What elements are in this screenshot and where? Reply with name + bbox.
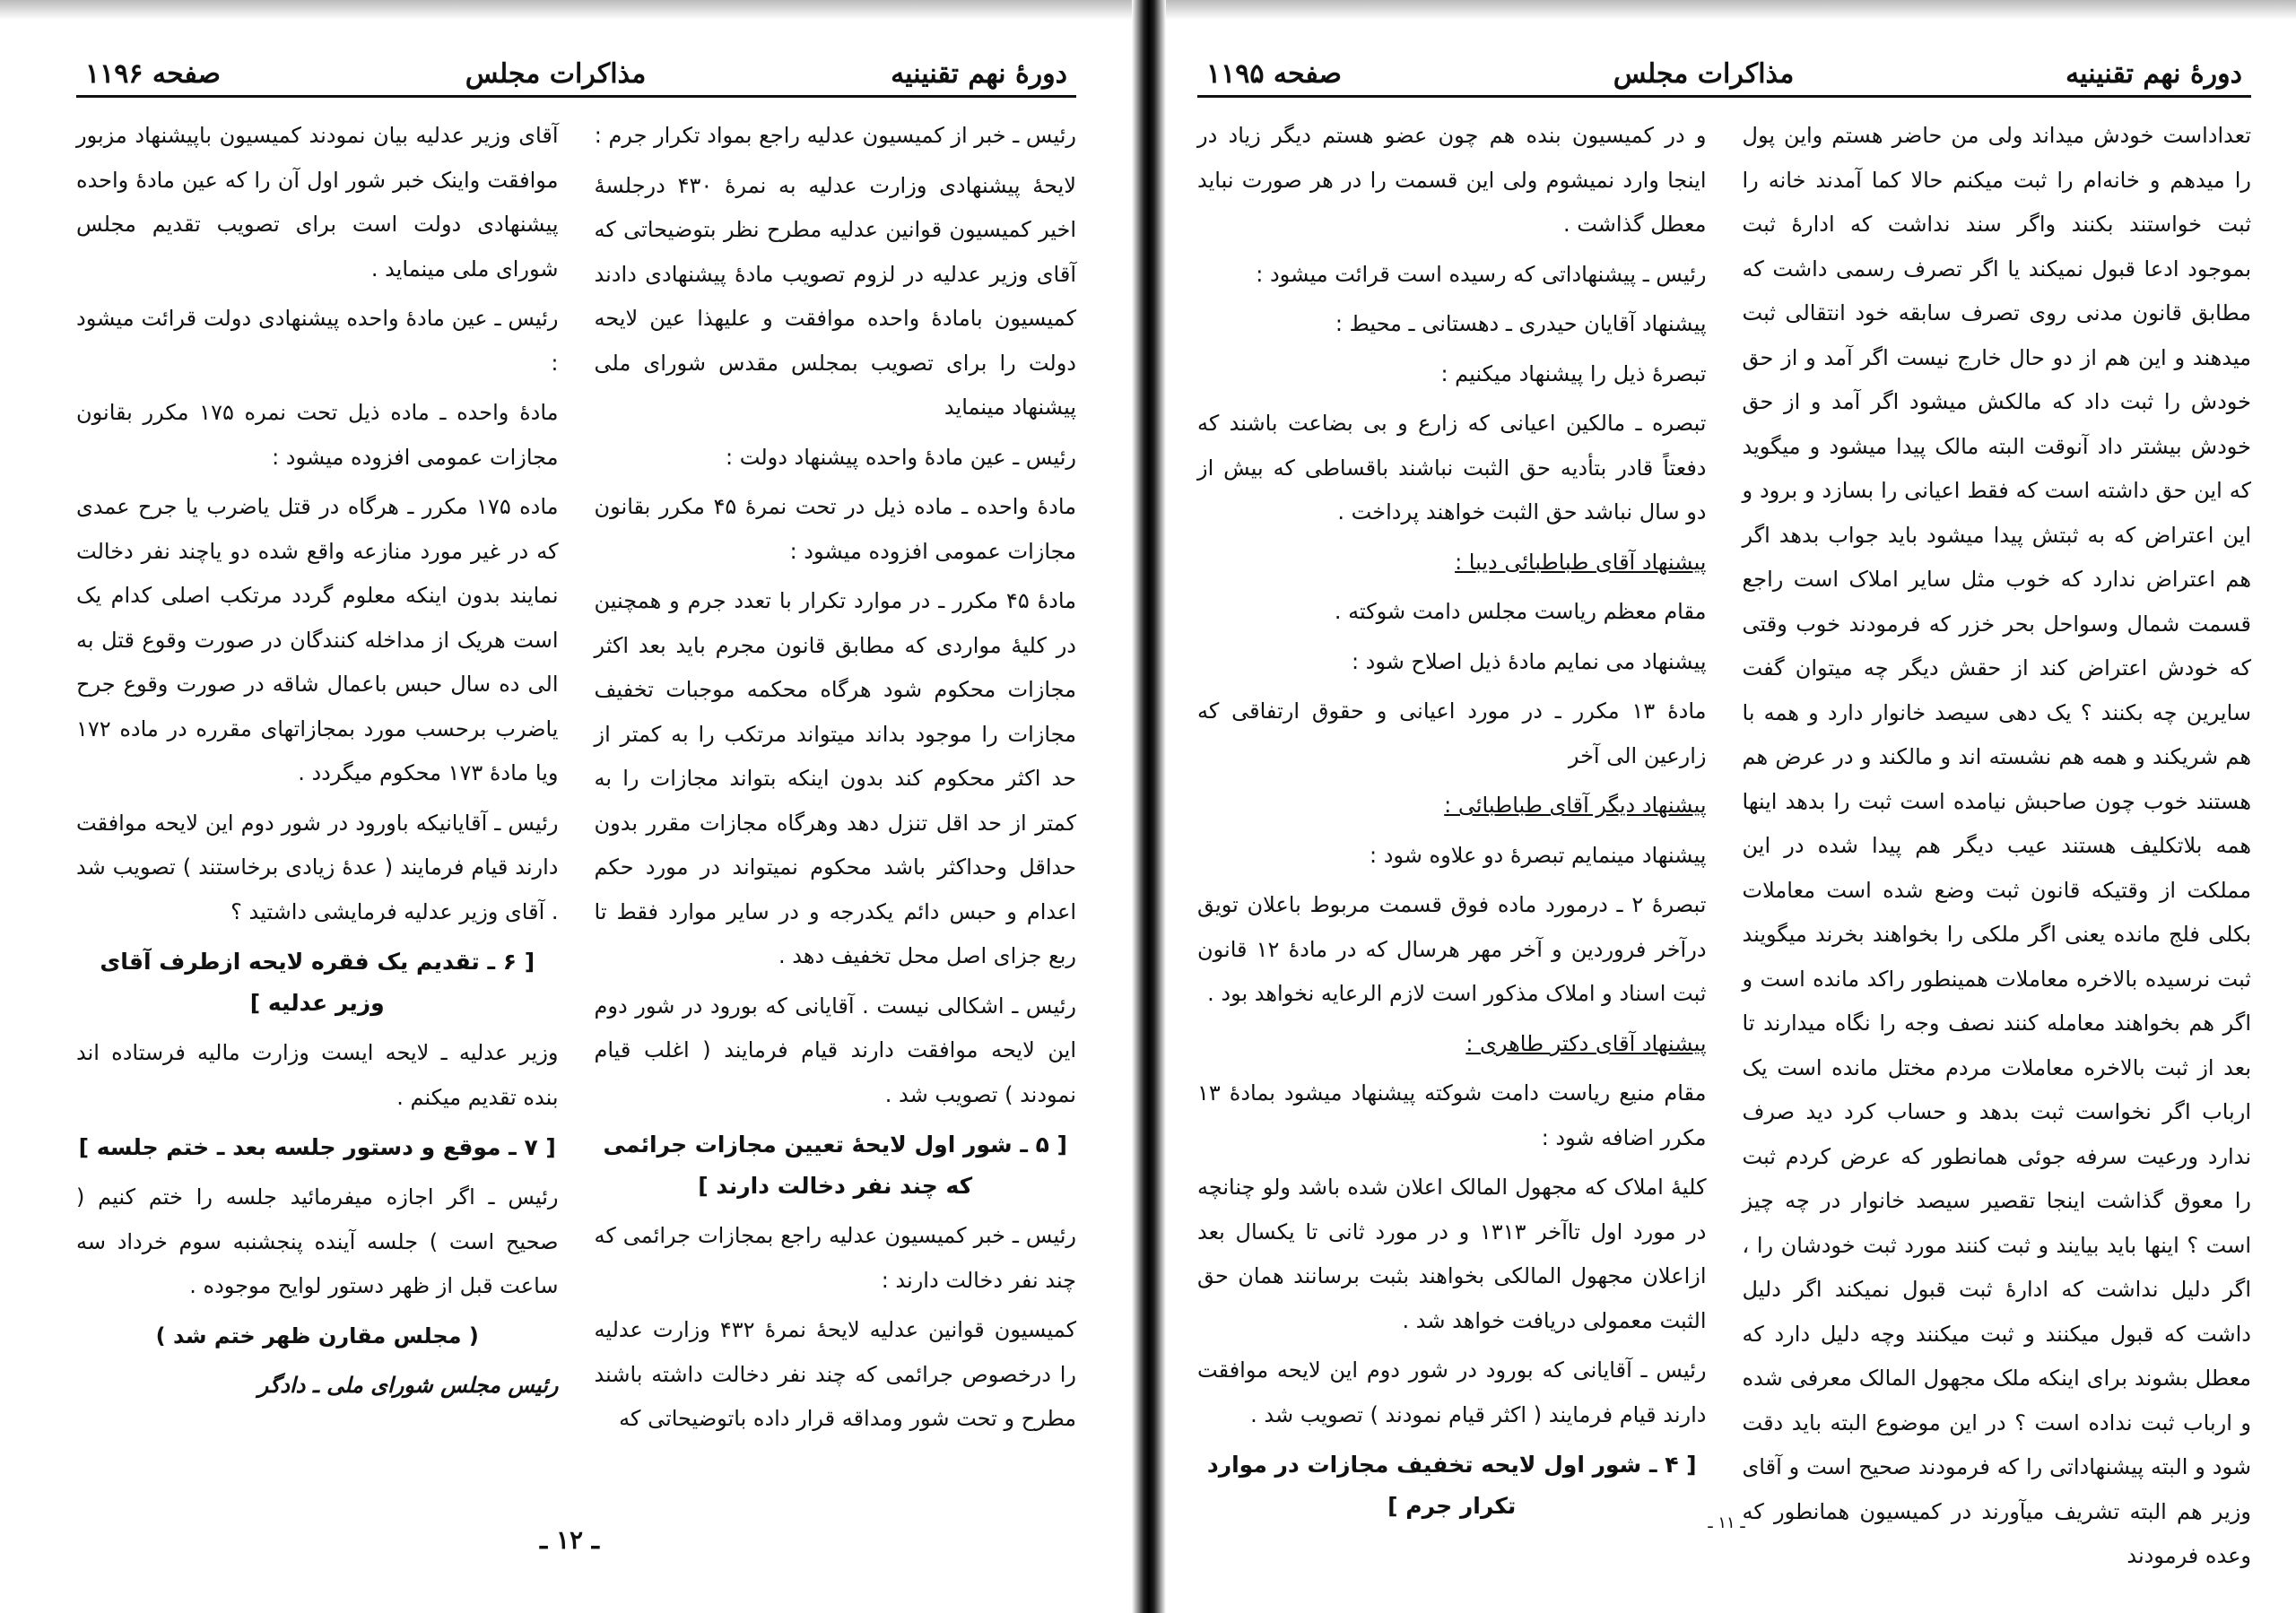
paragraph: رئیس ـ اگر اجازه میفرمائید جلسه را ختم کنیم ( صحیح است ) جلسه آینده پنجشنبه سوم خرداد سه ساعت قبل از ظهر دستور لوایح موجوده . — [76, 1184, 559, 1298]
journal-title: مذاکرات مجلس — [1613, 58, 1795, 90]
paragraph: پیشنهاد مینمایم تبصرهٔ دو علاوه شود : — [1369, 842, 1707, 868]
right-page-right-column — [1743, 114, 2252, 1584]
paragraph: مقام معظم ریاست مجلس دامت شوکته . — [1334, 599, 1707, 624]
paragraph: رئیس ـ پیشنهاداتی که رسیده است قرائت میشود : — [1256, 261, 1707, 287]
paragraph: رئیس ـ خبر کمیسیون عدلیه راجع بمجازات جرائمی که چند نفر دخالت دارند : — [594, 1223, 1076, 1293]
left-page — [0, 0, 1139, 1613]
paragraph: مادهٔ واحده ـ ماده ذیل در تحت نمرهٔ ۴۵ مکرر بقانون مجازات عمومی افزوده میشود : — [594, 494, 1076, 564]
paragraph: تبصرهٔ ذیل را پیشنهاد میکنیم : — [1440, 360, 1707, 386]
left-page-left-column — [76, 114, 559, 1447]
page-footer-number: ـ ۱۲ ـ — [540, 1525, 599, 1555]
paragraph: ماده ۱۷۵ مکرر ـ هرگاه در قتل یاضرب یا جرح عمدی که در غیر مورد منازعه واقع شده دو یاچند نفر دخالت نمایند بدون اینکه معلوم گردد مرتکب اصلی کدام یک است هریک از مداخله کنندگان در صورت وقوع قتل به الی ده سال حبس باعمال شاقه در صورت وقوع جرح یاضرب برحسب مورد بمجازاتهای مقرره در ماده ۱۷۲ ویا مادهٔ ۱۷۳ محکوم میگردد . — [76, 494, 559, 785]
paragraph: تبصره ـ مالکین اعیانی که زارع و بی بضاعت باشند که دفعتاً قادر بتأدیه حق الثبت نباشند باقساطی که بیش از دو سال نباشد حق الثبت خواهند پرداخت . — [1197, 411, 1707, 525]
paragraph: رئیس ـ عین مادهٔ واحده پیشنهاد دولت : — [726, 444, 1076, 470]
paragraph: و در کمیسیون بنده هم چون عضو هستم دیگر زیاد در اینجا وارد نمیشوم ولی این قسمت را در هر صورت نباید معطل گذاشت . — [1197, 123, 1707, 237]
paragraph: مادهٔ ۴۵ مکرر ـ در موارد تکرار با تعدد جرم و همچنین در کلیهٔ مواردی که مطابق قانون مجرم باید بعد اکثر مجازات محکوم شود هرگاه محکمه موجبات تخفیف مجازات را موجود بداند میتواند مرتکب را به کمتر از حد اکثر محکوم کند بدون اینکه بتواند مجازات را به کمتر از حد اقل تنزل دهد وهرگاه مجازات مقرر بدون حداقل وحداکثر باشد محکوم نمیتواند در مورد حکم اعدام و حبس دائم یکدرجه و در سایر موارد فقط تا ربع جزای اصل محل تخفیف دهد . — [594, 588, 1077, 968]
paragraph: تبصرهٔ ۲ ـ درمورد ماده فوق قسمت مربوط باعلان تویق درآخر فروردین و آخر مهر هرسال که در مادهٔ ۱۲ قانون ثبت اسناد و املاک مذکور است لازم الرعایه نخواهد بود . — [1197, 892, 1707, 1006]
paragraph: رئیس ـ اشکالی نیست . آقایانی که بورود در شور دوم این لایحه موافقت دارند قیام فرمایند ( اغلب قیام نمودند ) تصویب شد . — [594, 993, 1076, 1107]
right-page — [1157, 0, 2296, 1613]
paragraph: رئیس ـ خبر از کمیسیون عدلیه راجع بمواد تکرار جرم : — [594, 123, 1076, 148]
page-number: صفحه ۱۱۹۶ — [85, 58, 221, 90]
paragraph: وزیر عدلیه ـ لایحه ایست وزارت مالیه فرستاده اند بنده تقدیم میکنم . — [76, 1040, 559, 1110]
right-page-columns — [1197, 114, 2251, 1584]
proposal-heading: پیشنهاد آقای دکتر طاهری : — [1465, 1030, 1707, 1056]
paragraph: آقای وزیر عدلیه بیان نمودند کمیسیون باپیشنهاد مزبور موافقت واینک خبر شور اول آن را که عین مادهٔ واحده پیشنهادی دولت است برای تصویب تقدیم مجلس شورای ملی مینماید . — [76, 123, 559, 282]
paragraph: مادهٔ واحده ـ ماده ذیل تحت نمره ۱۷۵ مکرر بقانون مجازات عمومی افزوده میشود : — [76, 400, 559, 470]
right-page-left-column — [1197, 114, 1707, 1584]
paragraph: پیشنهاد آقایان حیدری ـ دهستانی ـ محیط : — [1335, 311, 1707, 336]
page-footer-number: ـ ۱۱ ـ — [1708, 1513, 1745, 1532]
proposal-heading: پیشنهاد آقای طباطبائی دیبا : — [1455, 549, 1707, 575]
session-closed-note: ( مجلس مقارن ظهر ختم شد ) — [155, 1322, 479, 1349]
paragraph: رئیس ـ آقایانیکه باورود در شور دوم این لایحه موافقت دارند قیام فرمایند ( عدهٔ زیادی برخاستند ) تصویب شد . آقای وزیر عدلیه فرمایشی داشتید ؟ — [76, 810, 559, 924]
signature-line: رئیس مجلس شورای ملی ـ دادگر — [257, 1373, 559, 1398]
paragraph: پیشنهاد می نمایم مادهٔ ذیل اصلاح شود : — [1351, 648, 1707, 674]
section-title-7: [ ۷ ـ موقع و دستور جلسه بعد ـ ختم جلسه ] — [78, 1134, 556, 1160]
left-page-columns — [76, 114, 1076, 1447]
right-page-header — [1197, 58, 2251, 98]
section-title-6: [ ۶ ـ تقدیم یک فقره لایحه ازطرف آقای وزیر عدلیه ] — [100, 949, 535, 1016]
session-label: دورهٔ نهم تقنینیه — [891, 58, 1067, 90]
proposal-heading: پیشنهاد دیگر آقای طباطبائی : — [1444, 793, 1707, 818]
paragraph: مقام منیع ریاست دامت شوکته پیشنهاد میشود بمادهٔ ۱۳ مکرر اضافه شود : — [1197, 1080, 1707, 1150]
journal-title: مذاکرات مجلس — [465, 58, 647, 90]
paragraph: کمیسیون قوانین عدلیه لایحهٔ نمرهٔ ۴۳۲ وزارت عدلیه را درخصوص جرائمی که چند نفر دخالت داشته باشند مطرح و تحت شور ومداقه قرار داده باتوضیحاتی که — [594, 1317, 1076, 1431]
session-label: دورهٔ نهم تقنینیه — [2066, 58, 2242, 90]
paragraph: لایحهٔ پیشنهادی وزارت عدلیه به نمرهٔ ۴۳۰ درجلسهٔ اخیر کمیسیون قوانین عدلیه مطرح نظر بتوضیحاتی که آقای وزیر عدلیه در لزوم تصویب مادهٔ پیشنهادی دادند کمیسیون بامادهٔ واحده موافقت و علیهذا عین لایحه دولت را برای تصویب بمجلس مقدس شورای ملی پیشنهاد مینماید — [594, 172, 1076, 420]
page-number: صفحه ۱۱۹۵ — [1206, 58, 1342, 90]
left-page-header — [76, 58, 1076, 98]
paragraph: تعداداست خودش میداند ولی من حاضر هستم واین پول را میدهم و خانه‌ام را ثبت میکنم حالا کما آمدند خانه را ثبت خواستند بکنند واگر سند نداشت که ادارهٔ ثبت بموجود ادعا قبول نمیکند یا اگر تصرف رسمی داشت که مطابق قانون مدنی روی تصرف سابقه خود انتقالی ثبت میدهند و این هم از دو حال خارج نیست اگر آمد و از حق خودش را ثبت داد که مالکش میشود اگر آمد و از حق خودش بیشتر داد آنوقت البته مالک پیدا میشود و میگوید که این حق داشته است که فقط اعیانی را بسازد و برود و این اعتراض که به ثبتش پیدا میشود باید جواب بدهد اگر هم اعتراض ندارد که خوب مثل سایر املاک است راجع قسمت شمال وسواحل بحر خزر که فرمودند خوب وقتی که خودش اعتراض کند از حقش دیگر چه میتوان گفت سایرین چه بکنند ؟ یک دهی سیصد خانوار دارد و همه با هم شریکند و همه هم نشسته اند و مالکند و در عرض هم هستند خوب چون صاحبش نیامده است ثبت را بدهد اینها همه بلاتکلیف هستند عیب دیگر هم پیدا شده در این مملکت از وقتیکه قانون ثبت وضع شده است معاملات بکلی فلج مانده یعنی اگر ملکی را بخواهند بخرند میگویند ثبت نرسیده بالاخره معاملات همینطور راکد مانده است و اگر هم بخواهند معامله کنند نصف وجه را نگاه میدارند تا بعد از ثبت بالاخره معاملات مردم مختل مانده است یک ارباب اگر نخواست ثبت بدهد و حساب کرد دید صرف ندارد ورعیت سرفه جوئی همانطور که عرض کردم ثبت را معوق گذاشت اینجا تقصیر سیصد خانوار در چه چیز است ؟ اینها باید بیایند و ثبت کنند مورد ثبت خودشان را ، اگر دلیل نداشت که ادارهٔ ثبت قبول نمیکند اگر دلیل داشت که قبول میکنند و ثبت میکنند وچه دلیل دارد که معطل بشوند برای اینکه ملک مجهول المالک معرفی شده و ارباب ثبت نداده است ؟ در این موضوع البته باید دقت شود و البته پیشنهاداتی را که فرمودند صحیح است و آقای وزیر هم البته تشریف میآورند در کمیسیون همانطور که وعده فرمودند — [1742, 123, 2251, 1568]
paragraph: مادهٔ ۱۳ مکرر ـ در مورد اعیانی و حقوق ارتفاقی که زارعین الی آخر — [1197, 698, 1707, 768]
paragraph: رئیس ـ عین مادهٔ واحده پیشنهادی دولت قرائت میشود : — [76, 306, 559, 376]
section-title-4: [ ۴ ـ شور اول لایحه تخفیف مجازات در موارد تکرار جرم ] — [1206, 1452, 1697, 1519]
left-page-right-column — [595, 114, 1077, 1447]
paragraph: کلیهٔ املاک که مجهول المالک اعلان شده باشد ولو چنانچه در مورد اول تاآخر ۱۳۱۳ و در مورد ثانی تا یکسال بعد ازاعلان مجهول المالکی بخواهند بثبت برسانند همان حق الثبت معمولی دریافت خواهد شد . — [1197, 1175, 1707, 1333]
section-title-5: [ ۵ ـ شور اول لایحهٔ تعیین مجازات جرائمی که چند نفر دخالت دارند ] — [603, 1132, 1067, 1199]
paragraph: رئیس ـ آقایانی که بورود در شور دوم این لایحه موافقت دارند قیام فرمایند ( اکثر قیام نمودند ) تصویب شد . — [1197, 1357, 1707, 1427]
